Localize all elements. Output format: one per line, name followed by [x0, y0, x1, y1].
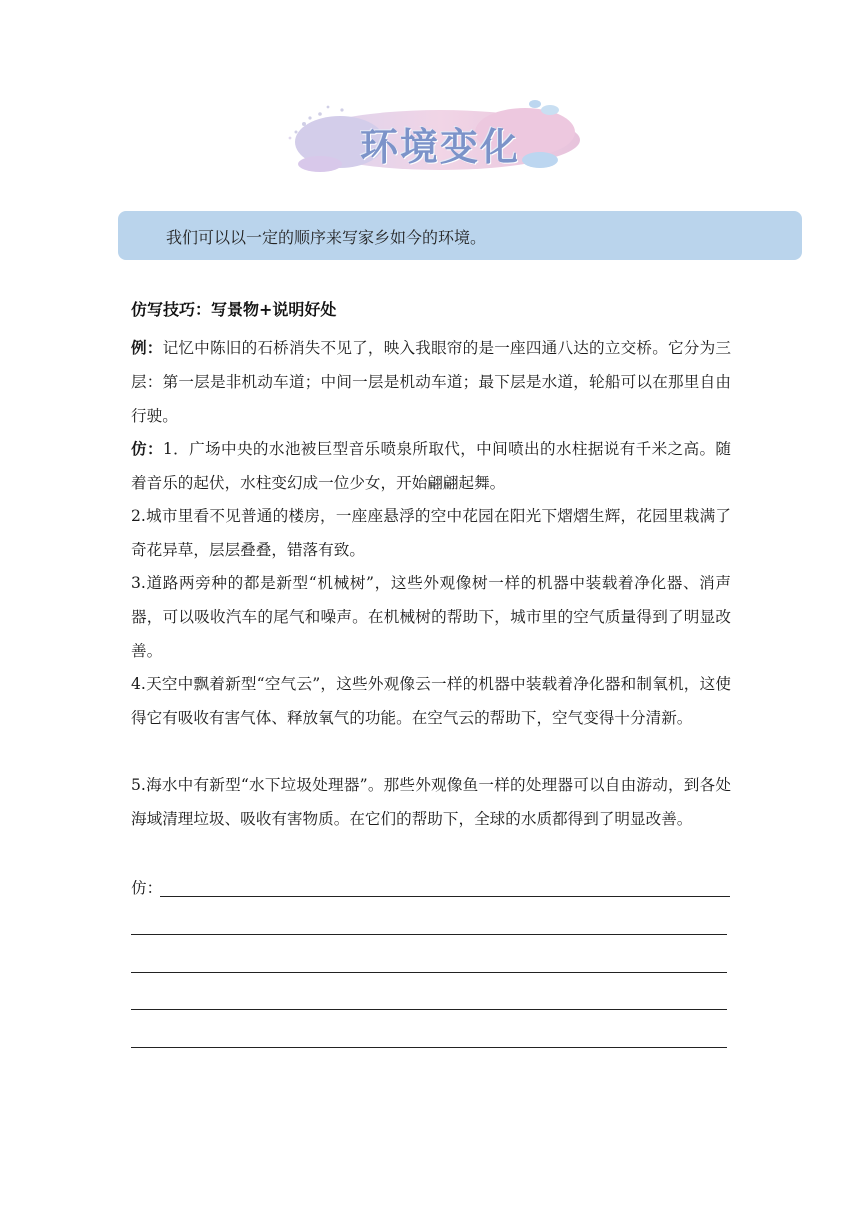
imitation-label: 仿：: [131, 440, 163, 458]
intro-box: [118, 211, 802, 260]
intro-text: 我们可以以一定的顺序来写家乡如今的环境。: [166, 228, 487, 247]
imitation-paragraph-1: [131, 433, 731, 501]
imitation-text: 3.道路两旁种的都是新型“机械树”，这些外观像树一样的机器中装载着净化器、消声器，可以吸收汽车的尾气和噪声。在机械树的帮助下，城市里的空气质量得到了明显改善。: [131, 574, 731, 660]
imitation-text: 2.城市里看不见普通的楼房，一座座悬浮的空中花园在阳光下熠熠生辉，花园里栽满了奇花异草，层层叠叠，错落有致。: [131, 507, 731, 559]
writing-prompt-label: 仿：: [131, 879, 163, 897]
example-label: 例：: [131, 339, 163, 357]
imitation-paragraph-3: [131, 567, 731, 668]
imitation-text: 4.天空中飘着新型“空气云”，这些外观像云一样的机器中装载着净化器和制氧机，这使得它有吸收有害气体、释放氧气的功能。在空气云的帮助下，空气变得十分清新。: [131, 675, 731, 727]
imitation-text: 1．广场中央的水池被巨型音乐喷泉所取代，中间喷出的水柱据说有千米之高。随着音乐的起伏，水柱变幻成一位少女，开始翩翩起舞。: [131, 440, 731, 492]
writing-line[interactable]: [131, 1047, 727, 1048]
imitation-text: 5.海水中有新型“水下垃圾处理器”。那些外观像鱼一样的处理器可以自由游动，到各处海域清理垃圾、吸收有害物质。在它们的帮助下，全球的水质都得到了明显改善。: [131, 776, 731, 828]
writing-line[interactable]: [131, 934, 727, 935]
imitation-paragraph-4: [131, 668, 731, 736]
writing-line[interactable]: [131, 972, 727, 973]
imitation-paragraph-2: [131, 500, 731, 568]
writing-line[interactable]: [131, 1009, 727, 1010]
title-banner: [280, 96, 580, 176]
example-paragraph: [131, 332, 731, 433]
skill-heading: 仿写技巧：写景物+说明好处: [131, 300, 337, 319]
imitation-paragraph-5: [131, 769, 731, 837]
page-title: 环境变化: [359, 125, 520, 169]
writing-line[interactable]: [160, 896, 730, 897]
example-text: 记忆中陈旧的石桥消失不见了，映入我眼帘的是一座四通八达的立交桥。它分为三层：第一层是非机动车道；中间一层是机动车道；最下层是水道，轮船可以在那里自由行驶。: [131, 339, 731, 425]
